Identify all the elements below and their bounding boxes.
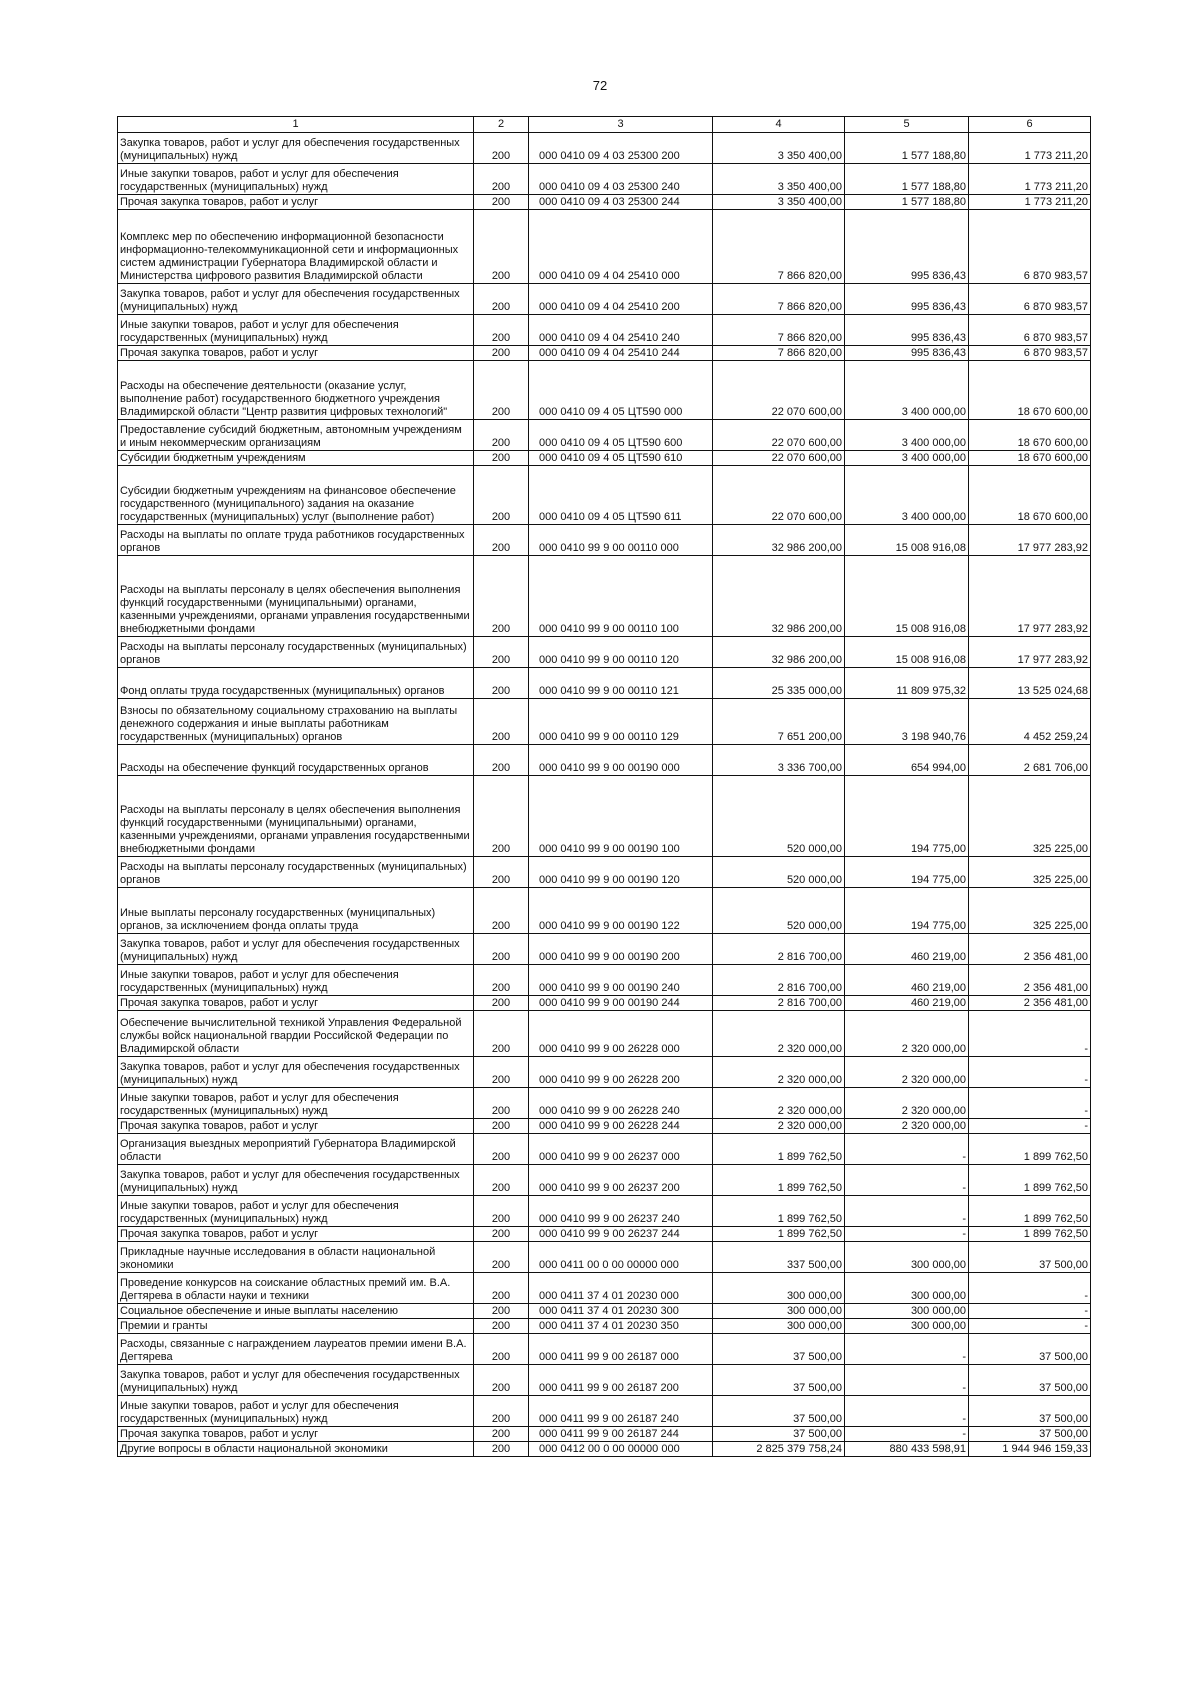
cell-executed: 460 219,00 — [845, 934, 969, 965]
cell-unexecuted: 1 773 211,20 — [969, 164, 1091, 195]
cell-admin-code: 200 — [474, 1396, 529, 1427]
cell-budget-code: 000 0410 09 4 04 25410 240 — [529, 315, 713, 346]
cell-admin-code: 200 — [474, 1334, 529, 1365]
cell-approved: 1 899 762,50 — [713, 1134, 845, 1165]
table-row — [118, 776, 1091, 857]
cell-admin-code: 200 — [474, 195, 529, 210]
column-header: 3 — [529, 117, 713, 133]
column-header: 1 — [118, 117, 474, 133]
table-row — [118, 1088, 1091, 1119]
column-header: 4 — [713, 117, 845, 133]
cell-admin-code: 200 — [474, 466, 529, 525]
cell-executed: - — [845, 1196, 969, 1227]
cell-name: Расходы, связанные с награждением лауреатов премии имени В.А. Дегтярева — [118, 1334, 474, 1365]
cell-executed: 300 000,00 — [845, 1273, 969, 1304]
cell-approved: 3 336 700,00 — [713, 745, 845, 776]
cell-executed: 194 775,00 — [845, 857, 969, 888]
cell-unexecuted: 1 899 762,50 — [969, 1134, 1091, 1165]
cell-budget-code: 000 0411 00 0 00 00000 000 — [529, 1242, 713, 1273]
cell-name: Взносы по обязательному социальному страхованию на выплаты денежного содержания и иные выплаты работникам государственных (муниципальных) органов — [118, 699, 474, 745]
cell-executed: - — [845, 1334, 969, 1365]
cell-unexecuted: 6 870 983,57 — [969, 315, 1091, 346]
cell-unexecuted: 325 225,00 — [969, 857, 1091, 888]
cell-name: Расходы на выплаты персоналу государственных (муниципальных) органов — [118, 857, 474, 888]
cell-name: Обеспечение вычислительной техникой Управления Федеральной службы войск национальной гвардии Российской Федерации по Владимирской области — [118, 1011, 474, 1057]
cell-executed: 194 775,00 — [845, 776, 969, 857]
cell-approved: 2 320 000,00 — [713, 1088, 845, 1119]
cell-unexecuted: 18 670 600,00 — [969, 361, 1091, 420]
cell-unexecuted: 2 356 481,00 — [969, 934, 1091, 965]
cell-approved: 300 000,00 — [713, 1273, 845, 1304]
cell-executed: - — [845, 1396, 969, 1427]
cell-admin-code: 200 — [474, 315, 529, 346]
cell-name: Социальное обеспечение и иные выплаты населению — [118, 1304, 474, 1319]
cell-unexecuted: 1 899 762,50 — [969, 1227, 1091, 1242]
table-row — [118, 1334, 1091, 1365]
cell-approved: 520 000,00 — [713, 857, 845, 888]
table-row — [118, 1119, 1091, 1134]
cell-unexecuted: 17 977 283,92 — [969, 556, 1091, 637]
cell-executed: 194 775,00 — [845, 888, 969, 934]
cell-approved: 7 866 820,00 — [713, 346, 845, 361]
cell-executed: 460 219,00 — [845, 996, 969, 1011]
cell-admin-code: 200 — [474, 1196, 529, 1227]
cell-approved: 3 350 400,00 — [713, 133, 845, 164]
budget-table-container — [117, 116, 1090, 1457]
cell-executed: - — [845, 1134, 969, 1165]
cell-executed: 880 433 598,91 — [845, 1442, 969, 1457]
cell-executed: 15 008 916,08 — [845, 525, 969, 556]
cell-budget-code: 000 0410 09 4 05 ЦТ590 610 — [529, 451, 713, 466]
table-row — [118, 1304, 1091, 1319]
cell-executed: 15 008 916,08 — [845, 556, 969, 637]
table-row — [118, 525, 1091, 556]
cell-approved: 300 000,00 — [713, 1304, 845, 1319]
cell-admin-code: 200 — [474, 346, 529, 361]
cell-executed: 1 577 188,80 — [845, 133, 969, 164]
cell-admin-code: 200 — [474, 1427, 529, 1442]
column-header: 6 — [969, 117, 1091, 133]
cell-executed: 995 836,43 — [845, 315, 969, 346]
cell-name: Расходы на выплаты по оплате труда работников государственных органов — [118, 525, 474, 556]
cell-approved: 2 816 700,00 — [713, 934, 845, 965]
cell-executed: 3 198 940,76 — [845, 699, 969, 745]
cell-budget-code: 000 0411 99 9 00 26187 200 — [529, 1365, 713, 1396]
cell-approved: 7 866 820,00 — [713, 284, 845, 315]
cell-name: Комплекс мер по обеспечению информационной безопасности информационно-телекоммуникационной сети и информационных систем администрации Губернатора Владимирской области и Министерства цифрового развития Владимирской области — [118, 210, 474, 284]
table-row — [118, 451, 1091, 466]
cell-name: Субсидии бюджетным учреждениям — [118, 451, 474, 466]
cell-budget-code: 000 0410 09 4 03 25300 244 — [529, 195, 713, 210]
cell-unexecuted: 6 870 983,57 — [969, 210, 1091, 284]
cell-executed: - — [845, 1427, 969, 1442]
cell-budget-code: 000 0410 99 9 00 00190 244 — [529, 996, 713, 1011]
cell-unexecuted: 4 452 259,24 — [969, 699, 1091, 745]
table-row — [118, 1165, 1091, 1196]
table-row — [118, 284, 1091, 315]
cell-approved: 25 335 000,00 — [713, 668, 845, 699]
table-row — [118, 420, 1091, 451]
cell-admin-code: 200 — [474, 776, 529, 857]
cell-admin-code: 200 — [474, 745, 529, 776]
table-row — [118, 1396, 1091, 1427]
cell-approved: 337 500,00 — [713, 1242, 845, 1273]
cell-unexecuted: 13 525 024,68 — [969, 668, 1091, 699]
cell-unexecuted: - — [969, 1304, 1091, 1319]
cell-budget-code: 000 0411 37 4 01 20230 350 — [529, 1319, 713, 1334]
cell-name: Предоставление субсидий бюджетным, автономным учреждениям и иным некоммерческим организациям — [118, 420, 474, 451]
cell-name: Закупка товаров, работ и услуг для обеспечения государственных (муниципальных) нужд — [118, 1165, 474, 1196]
cell-executed: 300 000,00 — [845, 1319, 969, 1334]
cell-executed: 2 320 000,00 — [845, 1057, 969, 1088]
cell-name: Закупка товаров, работ и услуг для обеспечения государственных (муниципальных) нужд — [118, 133, 474, 164]
cell-name: Расходы на обеспечение функций государственных органов — [118, 745, 474, 776]
cell-admin-code: 200 — [474, 1165, 529, 1196]
cell-unexecuted: 2 356 481,00 — [969, 996, 1091, 1011]
cell-admin-code: 200 — [474, 1365, 529, 1396]
cell-executed: 995 836,43 — [845, 210, 969, 284]
cell-admin-code: 200 — [474, 133, 529, 164]
cell-unexecuted: - — [969, 1119, 1091, 1134]
cell-unexecuted: 37 500,00 — [969, 1242, 1091, 1273]
cell-budget-code: 000 0410 99 9 00 00190 122 — [529, 888, 713, 934]
cell-executed: 2 320 000,00 — [845, 1088, 969, 1119]
cell-name: Премии и гранты — [118, 1319, 474, 1334]
cell-budget-code: 000 0410 99 9 00 00190 100 — [529, 776, 713, 857]
cell-budget-code: 000 0410 99 9 00 26228 000 — [529, 1011, 713, 1057]
cell-name: Прочая закупка товаров, работ и услуг — [118, 1227, 474, 1242]
cell-budget-code: 000 0410 99 9 00 00110 000 — [529, 525, 713, 556]
cell-unexecuted: 1 773 211,20 — [969, 195, 1091, 210]
cell-name: Фонд оплаты труда государственных (муниципальных) органов — [118, 668, 474, 699]
header-row — [118, 117, 1091, 133]
cell-name: Закупка товаров, работ и услуг для обеспечения государственных (муниципальных) нужд — [118, 934, 474, 965]
cell-approved: 2 320 000,00 — [713, 1119, 845, 1134]
cell-approved: 3 350 400,00 — [713, 195, 845, 210]
cell-executed: 300 000,00 — [845, 1242, 969, 1273]
cell-budget-code: 000 0410 09 4 05 ЦТ590 000 — [529, 361, 713, 420]
cell-budget-code: 000 0411 99 9 00 26187 240 — [529, 1396, 713, 1427]
cell-executed: - — [845, 1227, 969, 1242]
cell-budget-code: 000 0410 99 9 00 00190 120 — [529, 857, 713, 888]
cell-admin-code: 200 — [474, 888, 529, 934]
cell-unexecuted: - — [969, 1319, 1091, 1334]
cell-approved: 22 070 600,00 — [713, 420, 845, 451]
cell-budget-code: 000 0410 09 4 05 ЦТ590 611 — [529, 466, 713, 525]
cell-name: Закупка товаров, работ и услуг для обеспечения государственных (муниципальных) нужд — [118, 1365, 474, 1396]
cell-approved: 37 500,00 — [713, 1427, 845, 1442]
table-row — [118, 745, 1091, 776]
table-row — [118, 1442, 1091, 1457]
cell-name: Закупка товаров, работ и услуг для обеспечения государственных (муниципальных) нужд — [118, 1057, 474, 1088]
cell-unexecuted: 17 977 283,92 — [969, 637, 1091, 668]
table-row — [118, 857, 1091, 888]
cell-executed: 995 836,43 — [845, 284, 969, 315]
cell-executed: 995 836,43 — [845, 346, 969, 361]
table-row — [118, 637, 1091, 668]
cell-budget-code: 000 0410 99 9 00 26228 240 — [529, 1088, 713, 1119]
table-row — [118, 556, 1091, 637]
cell-admin-code: 200 — [474, 1319, 529, 1334]
cell-executed: 654 994,00 — [845, 745, 969, 776]
column-header: 2 — [474, 117, 529, 133]
cell-budget-code: 000 0410 99 9 00 26237 200 — [529, 1165, 713, 1196]
cell-admin-code: 200 — [474, 965, 529, 996]
cell-executed: 2 320 000,00 — [845, 1119, 969, 1134]
budget-table — [117, 116, 1091, 1457]
cell-executed: 460 219,00 — [845, 965, 969, 996]
cell-name: Другие вопросы в области национальной экономики — [118, 1442, 474, 1457]
table-row — [118, 1365, 1091, 1396]
cell-admin-code: 200 — [474, 1242, 529, 1273]
cell-budget-code: 000 0410 99 9 00 26237 240 — [529, 1196, 713, 1227]
cell-admin-code: 200 — [474, 284, 529, 315]
cell-admin-code: 200 — [474, 699, 529, 745]
cell-admin-code: 200 — [474, 556, 529, 637]
cell-budget-code: 000 0410 99 9 00 26237 000 — [529, 1134, 713, 1165]
cell-approved: 7 866 820,00 — [713, 210, 845, 284]
cell-executed: 3 400 000,00 — [845, 420, 969, 451]
cell-unexecuted: 1 773 211,20 — [969, 133, 1091, 164]
cell-approved: 2 816 700,00 — [713, 965, 845, 996]
cell-admin-code: 200 — [474, 420, 529, 451]
cell-admin-code: 200 — [474, 451, 529, 466]
cell-name: Иные закупки товаров, работ и услуг для обеспечения государственных (муниципальных) нужд — [118, 965, 474, 996]
cell-approved: 520 000,00 — [713, 776, 845, 857]
cell-executed: 2 320 000,00 — [845, 1011, 969, 1057]
cell-name: Иные закупки товаров, работ и услуг для обеспечения государственных (муниципальных) нужд — [118, 1088, 474, 1119]
cell-budget-code: 000 0410 09 4 03 25300 200 — [529, 133, 713, 164]
cell-unexecuted: 37 500,00 — [969, 1365, 1091, 1396]
cell-unexecuted: 18 670 600,00 — [969, 451, 1091, 466]
cell-budget-code: 000 0410 99 9 00 00110 120 — [529, 637, 713, 668]
cell-unexecuted: - — [969, 1088, 1091, 1119]
cell-approved: 300 000,00 — [713, 1319, 845, 1334]
cell-admin-code: 200 — [474, 525, 529, 556]
page-number: 72 — [592, 78, 608, 93]
cell-unexecuted: 2 681 706,00 — [969, 745, 1091, 776]
cell-approved: 2 320 000,00 — [713, 1011, 845, 1057]
cell-name: Расходы на выплаты персоналу в целях обеспечения выполнения функций государственными (муниципальными) органами, казенными учреждениями, органами управления государственными внебюджетными фондами — [118, 776, 474, 857]
cell-unexecuted: 6 870 983,57 — [969, 346, 1091, 361]
cell-admin-code: 200 — [474, 1442, 529, 1457]
cell-admin-code: 200 — [474, 164, 529, 195]
cell-approved: 1 899 762,50 — [713, 1165, 845, 1196]
cell-executed: 3 400 000,00 — [845, 361, 969, 420]
cell-admin-code: 200 — [474, 361, 529, 420]
table-row — [118, 466, 1091, 525]
cell-admin-code: 200 — [474, 1119, 529, 1134]
cell-executed: 3 400 000,00 — [845, 466, 969, 525]
cell-budget-code: 000 0410 99 9 00 00110 129 — [529, 699, 713, 745]
cell-budget-code: 000 0410 99 9 00 26237 244 — [529, 1227, 713, 1242]
cell-admin-code: 200 — [474, 1088, 529, 1119]
cell-name: Закупка товаров, работ и услуг для обеспечения государственных (муниципальных) нужд — [118, 284, 474, 315]
table-row — [118, 934, 1091, 965]
cell-unexecuted: 37 500,00 — [969, 1396, 1091, 1427]
table-row — [118, 315, 1091, 346]
cell-approved: 32 986 200,00 — [713, 556, 845, 637]
cell-unexecuted: 37 500,00 — [969, 1427, 1091, 1442]
cell-admin-code: 200 — [474, 668, 529, 699]
cell-budget-code: 000 0410 99 9 00 00110 100 — [529, 556, 713, 637]
cell-executed: - — [845, 1165, 969, 1196]
cell-budget-code: 000 0410 99 9 00 26228 244 — [529, 1119, 713, 1134]
table-row — [118, 965, 1091, 996]
cell-name: Прочая закупка товаров, работ и услуг — [118, 346, 474, 361]
cell-name: Прочая закупка товаров, работ и услуг — [118, 195, 474, 210]
cell-unexecuted: 18 670 600,00 — [969, 420, 1091, 451]
table-row — [118, 1427, 1091, 1442]
cell-unexecuted: 1 899 762,50 — [969, 1196, 1091, 1227]
cell-name: Прикладные научные исследования в области национальной экономики — [118, 1242, 474, 1273]
cell-approved: 32 986 200,00 — [713, 637, 845, 668]
cell-approved: 2 816 700,00 — [713, 996, 845, 1011]
cell-budget-code: 000 0410 09 4 04 25410 244 — [529, 346, 713, 361]
cell-approved: 520 000,00 — [713, 888, 845, 934]
cell-admin-code: 200 — [474, 934, 529, 965]
table-row — [118, 210, 1091, 284]
cell-executed: 1 577 188,80 — [845, 164, 969, 195]
cell-approved: 2 825 379 758,24 — [713, 1442, 845, 1457]
table-row — [118, 1196, 1091, 1227]
cell-executed: 3 400 000,00 — [845, 451, 969, 466]
cell-admin-code: 200 — [474, 1057, 529, 1088]
table-row — [118, 888, 1091, 934]
cell-budget-code: 000 0410 99 9 00 00190 240 — [529, 965, 713, 996]
table-row — [118, 996, 1091, 1011]
cell-name: Иные закупки товаров, работ и услуг для обеспечения государственных (муниципальных) нужд — [118, 315, 474, 346]
table-row — [118, 699, 1091, 745]
table-row — [118, 1319, 1091, 1334]
cell-admin-code: 200 — [474, 1304, 529, 1319]
cell-budget-code: 000 0412 00 0 00 00000 000 — [529, 1442, 713, 1457]
cell-name: Расходы на выплаты персоналу государственных (муниципальных) органов — [118, 637, 474, 668]
cell-budget-code: 000 0410 09 4 04 25410 000 — [529, 210, 713, 284]
cell-budget-code: 000 0411 37 4 01 20230 300 — [529, 1304, 713, 1319]
cell-approved: 37 500,00 — [713, 1396, 845, 1427]
cell-unexecuted: 1 899 762,50 — [969, 1165, 1091, 1196]
cell-approved: 37 500,00 — [713, 1365, 845, 1396]
cell-approved: 22 070 600,00 — [713, 361, 845, 420]
cell-executed: 11 809 975,32 — [845, 668, 969, 699]
cell-approved: 1 899 762,50 — [713, 1227, 845, 1242]
cell-name: Прочая закупка товаров, работ и услуг — [118, 996, 474, 1011]
cell-budget-code: 000 0410 99 9 00 00190 000 — [529, 745, 713, 776]
cell-budget-code: 000 0410 99 9 00 00190 200 — [529, 934, 713, 965]
cell-approved: 1 899 762,50 — [713, 1196, 845, 1227]
cell-executed: 1 577 188,80 — [845, 195, 969, 210]
table-body — [118, 133, 1091, 1457]
cell-admin-code: 200 — [474, 1227, 529, 1242]
cell-approved: 37 500,00 — [713, 1334, 845, 1365]
cell-admin-code: 200 — [474, 1273, 529, 1304]
cell-name: Расходы на выплаты персоналу в целях обеспечения выполнения функций государственными (муниципальными) органами, казенными учреждениями, органами управления государственными внебюджетными фондами — [118, 556, 474, 637]
cell-admin-code: 200 — [474, 996, 529, 1011]
table-row — [118, 1273, 1091, 1304]
cell-executed: 15 008 916,08 — [845, 637, 969, 668]
cell-name: Организация выездных мероприятий Губернатора Владимирской области — [118, 1134, 474, 1165]
cell-unexecuted: 18 670 600,00 — [969, 466, 1091, 525]
cell-budget-code: 000 0411 99 9 00 26187 244 — [529, 1427, 713, 1442]
cell-name: Расходы на обеспечение деятельности (оказание услуг, выполнение работ) государственного бюджетного учреждения Владимирской области "Центр развития цифровых технологий" — [118, 361, 474, 420]
cell-approved: 3 350 400,00 — [713, 164, 845, 195]
column-header: 5 — [845, 117, 969, 133]
cell-unexecuted: 1 944 946 159,33 — [969, 1442, 1091, 1457]
cell-approved: 22 070 600,00 — [713, 466, 845, 525]
cell-admin-code: 200 — [474, 637, 529, 668]
cell-budget-code: 000 0411 99 9 00 26187 000 — [529, 1334, 713, 1365]
cell-unexecuted: - — [969, 1011, 1091, 1057]
cell-unexecuted: - — [969, 1057, 1091, 1088]
cell-admin-code: 200 — [474, 1134, 529, 1165]
cell-approved: 7 651 200,00 — [713, 699, 845, 745]
table-row — [118, 668, 1091, 699]
table-row — [118, 1134, 1091, 1165]
cell-budget-code: 000 0410 99 9 00 00110 121 — [529, 668, 713, 699]
table-row — [118, 164, 1091, 195]
table-row — [118, 1242, 1091, 1273]
cell-unexecuted: 6 870 983,57 — [969, 284, 1091, 315]
cell-approved: 2 320 000,00 — [713, 1057, 845, 1088]
cell-admin-code: 200 — [474, 857, 529, 888]
cell-approved: 22 070 600,00 — [713, 451, 845, 466]
cell-budget-code: 000 0410 99 9 00 26228 200 — [529, 1057, 713, 1088]
cell-unexecuted: 37 500,00 — [969, 1334, 1091, 1365]
cell-budget-code: 000 0410 09 4 04 25410 200 — [529, 284, 713, 315]
cell-approved: 7 866 820,00 — [713, 315, 845, 346]
cell-budget-code: 000 0410 09 4 03 25300 240 — [529, 164, 713, 195]
table-row — [118, 346, 1091, 361]
table-row — [118, 195, 1091, 210]
cell-name: Проведение конкурсов на соискание областных премий им. В.А. Дегтярева в области науки и техники — [118, 1273, 474, 1304]
cell-name: Иные закупки товаров, работ и услуг для обеспечения государственных (муниципальных) нужд — [118, 1196, 474, 1227]
cell-budget-code: 000 0411 37 4 01 20230 000 — [529, 1273, 713, 1304]
cell-budget-code: 000 0410 09 4 05 ЦТ590 600 — [529, 420, 713, 451]
cell-admin-code: 200 — [474, 210, 529, 284]
cell-unexecuted: 2 356 481,00 — [969, 965, 1091, 996]
cell-executed: 300 000,00 — [845, 1304, 969, 1319]
cell-name: Иные закупки товаров, работ и услуг для обеспечения государственных (муниципальных) нужд — [118, 164, 474, 195]
table-row — [118, 1227, 1091, 1242]
table-row — [118, 361, 1091, 420]
cell-approved: 32 986 200,00 — [713, 525, 845, 556]
cell-name: Субсидии бюджетным учреждениям на финансовое обеспечение государственного (муниципального) задания на оказание государственных (муниципальных) услуг (выполнение работ) — [118, 466, 474, 525]
table-row — [118, 1057, 1091, 1088]
cell-unexecuted: 325 225,00 — [969, 888, 1091, 934]
table-row — [118, 1011, 1091, 1057]
cell-executed: - — [845, 1365, 969, 1396]
cell-admin-code: 200 — [474, 1011, 529, 1057]
cell-unexecuted: 17 977 283,92 — [969, 525, 1091, 556]
cell-name: Иные закупки товаров, работ и услуг для обеспечения государственных (муниципальных) нужд — [118, 1396, 474, 1427]
cell-name: Прочая закупка товаров, работ и услуг — [118, 1119, 474, 1134]
cell-unexecuted: - — [969, 1273, 1091, 1304]
cell-name: Прочая закупка товаров, работ и услуг — [118, 1427, 474, 1442]
cell-name: Иные выплаты персоналу государственных (муниципальных) органов, за исключением фонда оплаты труда — [118, 888, 474, 934]
table-row — [118, 133, 1091, 164]
cell-unexecuted: 325 225,00 — [969, 776, 1091, 857]
